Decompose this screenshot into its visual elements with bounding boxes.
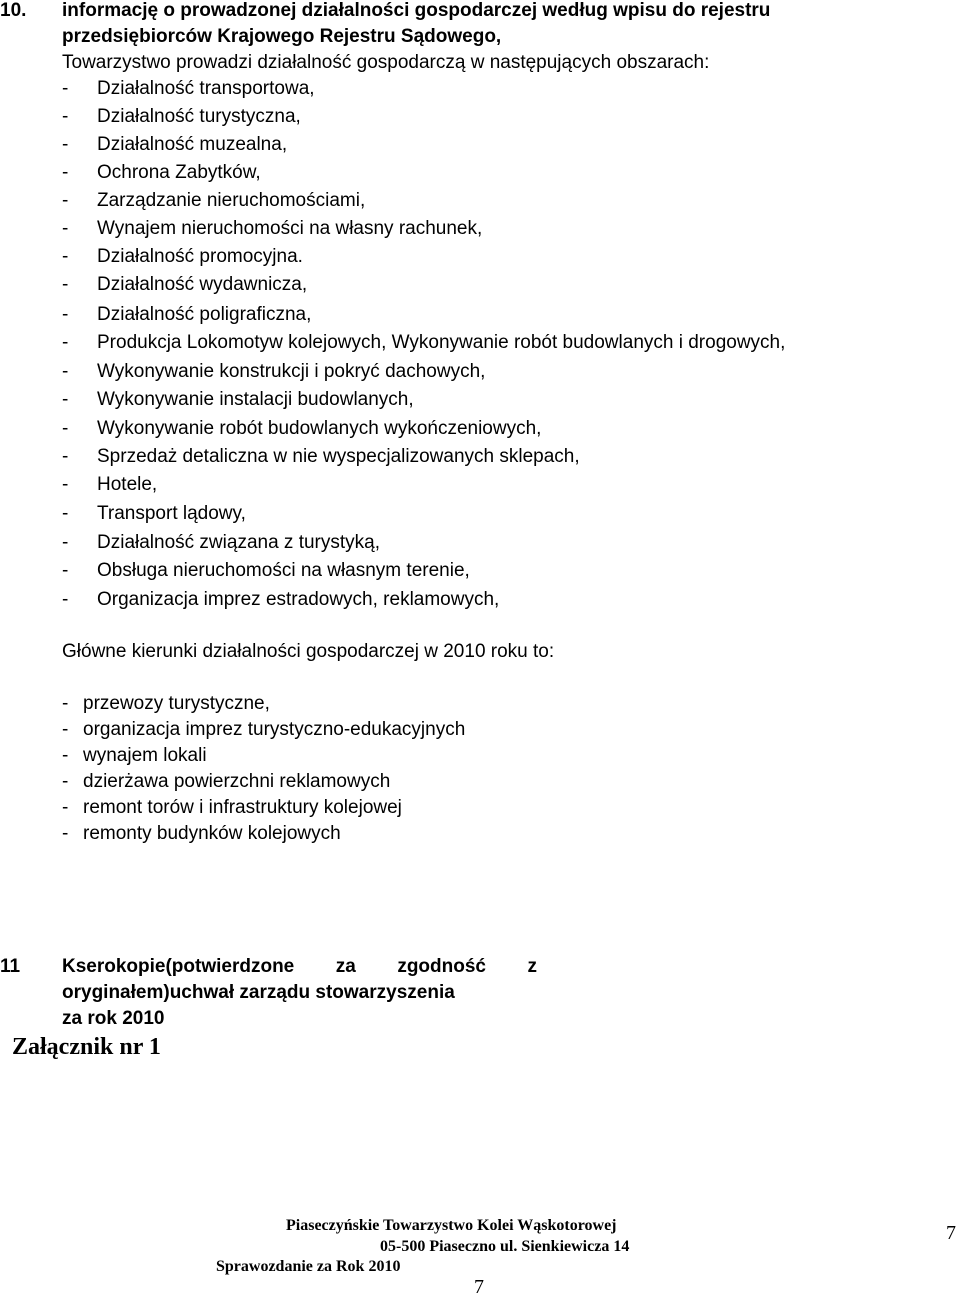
list-item-text: Działalność transportowa, xyxy=(97,78,315,99)
list-dash: - xyxy=(62,474,69,495)
list-item xyxy=(0,246,960,272)
list-dash: - xyxy=(62,589,69,610)
list-item xyxy=(0,190,960,216)
list-item-text: Organizacja imprez estradowych, reklamowych, xyxy=(97,589,500,610)
list-dash: - xyxy=(62,823,69,844)
section-heading-line-1: informację o prowadzonej działalności gospodarczej według wpisu do rejestru xyxy=(62,0,771,21)
list-item xyxy=(0,304,960,330)
list-item xyxy=(0,446,960,472)
activities-intro: Towarzystwo prowadzi działalność gospodarczą w następujących obszarach: xyxy=(62,52,710,73)
list-item-text: Działalność promocyjna. xyxy=(97,246,303,267)
footer-org-name: Piaseczyńskie Towarzystwo Kolei Wąskotorowej xyxy=(286,1217,617,1234)
section-number: 10. xyxy=(0,0,27,21)
page-number-right: 7 xyxy=(946,1222,956,1244)
list-dash: - xyxy=(62,719,69,740)
list-item xyxy=(0,389,960,415)
section-heading-line-2: oryginałem)uchwał zarządu stowarzyszenia xyxy=(62,982,455,1003)
page-number-bottom: 7 xyxy=(474,1276,484,1298)
list-item xyxy=(0,474,960,500)
list-item xyxy=(0,134,960,160)
directions-intro: Główne kierunki działalności gospodarczej w 2010 roku to: xyxy=(62,641,555,662)
list-item xyxy=(0,106,960,132)
list-item-text: Działalność związana z turystyką, xyxy=(97,532,380,553)
list-item-text: wynajem lokali xyxy=(83,745,207,766)
list-item-text: organizacja imprez turystyczno-edukacyjnych xyxy=(83,719,466,740)
section-heading-line-1 xyxy=(62,956,537,978)
heading-word: z xyxy=(527,956,537,977)
list-item-text: remont torów i infrastruktury kolejowej xyxy=(83,797,402,818)
list-item-text: Działalność wydawnicza, xyxy=(97,274,308,295)
list-item xyxy=(0,162,960,188)
section-number: 11 xyxy=(0,956,21,977)
list-item xyxy=(0,719,960,745)
list-item xyxy=(0,532,960,558)
list-dash: - xyxy=(62,693,69,714)
list-item-text: Wykonywanie robót budowlanych wykończeniowych, xyxy=(97,418,542,439)
list-item-text: Działalność turystyczna, xyxy=(97,106,301,127)
section-heading-line-2: przedsiębiorców Krajowego Rejestru Sądowego, xyxy=(62,26,502,47)
list-item-text: Ochrona Zabytków, xyxy=(97,162,261,183)
section-heading-line-3: za rok 2010 xyxy=(62,1008,165,1029)
list-item xyxy=(0,797,960,823)
list-item xyxy=(0,274,960,300)
list-item-text: Działalność muzealna, xyxy=(97,134,288,155)
list-item xyxy=(0,560,960,586)
heading-word: za xyxy=(335,956,356,977)
list-dash: - xyxy=(62,218,69,239)
list-item xyxy=(0,745,960,771)
list-item-text: Zarządzanie nieruchomościami, xyxy=(97,190,366,211)
heading-word: zgodność xyxy=(397,956,486,977)
list-item-text: Wykonywanie konstrukcji i pokryć dachowych, xyxy=(97,361,486,382)
list-item-text: Transport lądowy, xyxy=(97,503,246,524)
heading-word: Kserokopie(potwierdzone xyxy=(62,956,295,977)
footer-address: 05-500 Piaseczno ul. Sienkiewicza 14 xyxy=(380,1238,630,1255)
list-dash: - xyxy=(62,560,69,581)
list-dash: - xyxy=(62,503,69,524)
list-dash: - xyxy=(62,78,69,99)
list-item-text: Wynajem nieruchomości na własny rachunek, xyxy=(97,218,483,239)
list-dash: - xyxy=(62,274,69,295)
list-dash: - xyxy=(62,134,69,155)
list-item-text: dzierżawa powierzchni reklamowych xyxy=(83,771,391,792)
list-item xyxy=(0,361,960,387)
list-dash: - xyxy=(62,361,69,382)
list-item-text: Działalność poligraficzna, xyxy=(97,304,312,325)
list-item-text: Sprzedaż detaliczna w nie wyspecjalizowanych sklepach, xyxy=(97,446,580,467)
list-dash: - xyxy=(62,446,69,467)
list-dash: - xyxy=(62,332,69,353)
list-dash: - xyxy=(62,771,69,792)
list-item xyxy=(0,693,960,719)
list-item xyxy=(0,503,960,529)
list-item-text: Wykonywanie instalacji budowlanych, xyxy=(97,389,414,410)
list-item xyxy=(0,332,960,358)
list-item xyxy=(0,589,960,615)
list-dash: - xyxy=(62,418,69,439)
list-item xyxy=(0,823,960,849)
list-item-text: Hotele, xyxy=(97,474,158,495)
list-item-text: Obsługa nieruchomości na własnym terenie, xyxy=(97,560,470,581)
list-dash: - xyxy=(62,190,69,211)
list-dash: - xyxy=(62,389,69,410)
attachment-label: Załącznik nr 1 xyxy=(12,1034,161,1060)
footer-report-title: Sprawozdanie za Rok 2010 xyxy=(216,1258,401,1275)
list-item-text: przewozy turystyczne, xyxy=(83,693,270,714)
list-item-text: remonty budynków kolejowych xyxy=(83,823,341,844)
list-dash: - xyxy=(62,532,69,553)
list-item xyxy=(0,78,960,104)
list-dash: - xyxy=(62,246,69,267)
list-item xyxy=(0,771,960,797)
list-dash: - xyxy=(62,304,69,325)
list-item xyxy=(0,218,960,244)
list-dash: - xyxy=(62,745,69,766)
list-dash: - xyxy=(62,162,69,183)
list-dash: - xyxy=(62,797,69,818)
list-item-text: Produkcja Lokomotyw kolejowych, Wykonywanie robót budowlanych i drogowych, xyxy=(97,332,786,353)
list-item xyxy=(0,418,960,444)
list-dash: - xyxy=(62,106,69,127)
